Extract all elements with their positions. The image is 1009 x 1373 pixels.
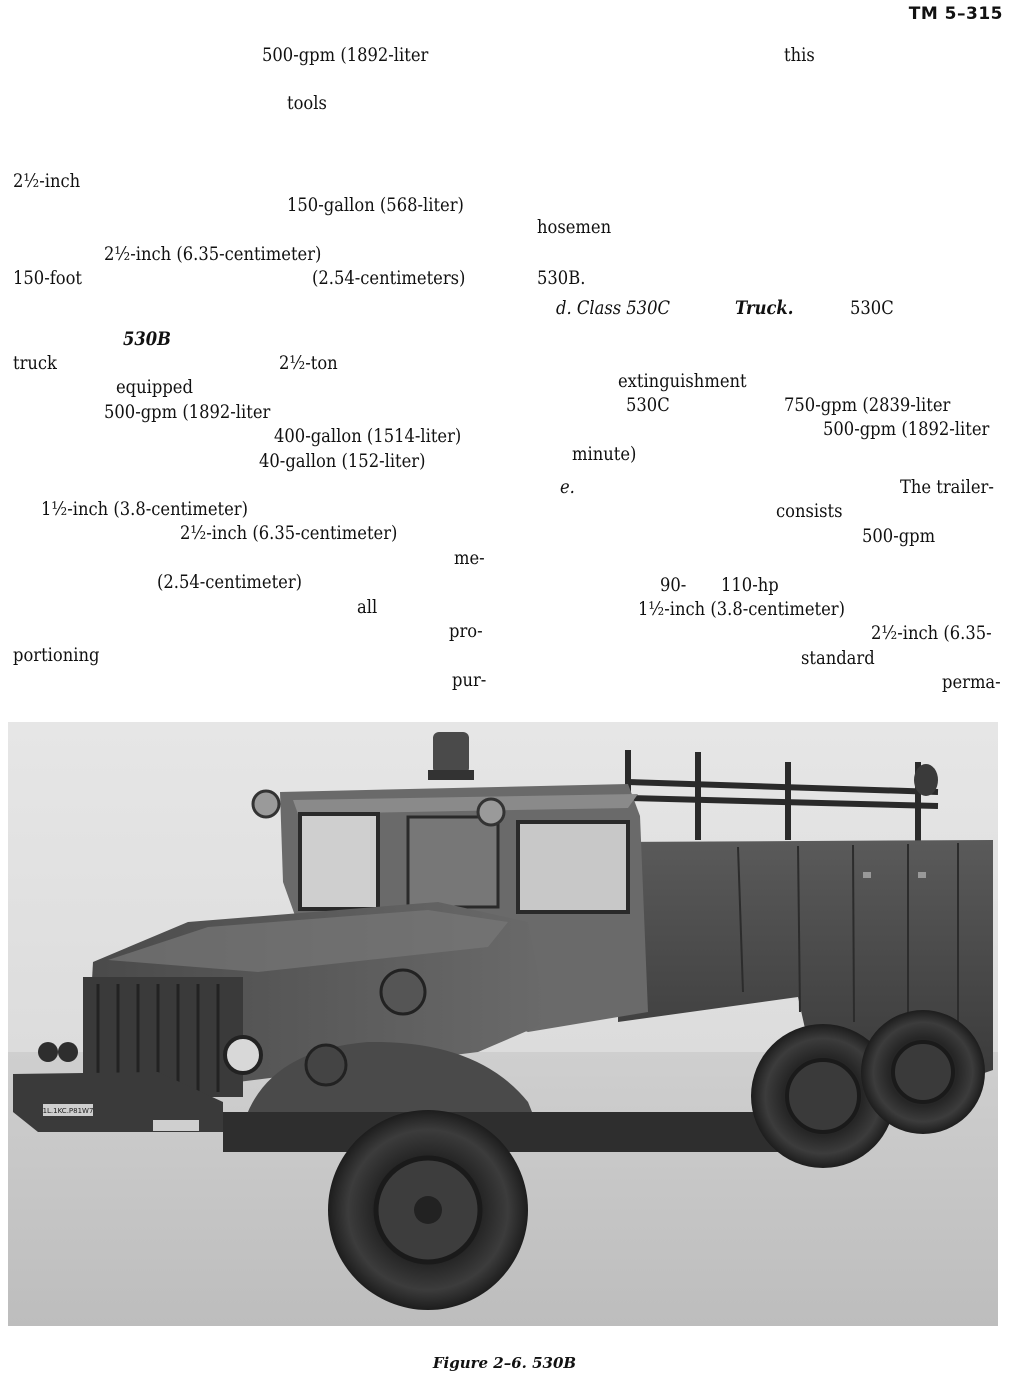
text-fragment: 750-gpm (2839-liter xyxy=(784,394,951,416)
text-fragment: 530B xyxy=(123,328,171,350)
text-fragment: 2½-ton xyxy=(279,352,338,374)
text-fragment: e. xyxy=(560,476,575,498)
text-fragment: 40-gallon (152-liter) xyxy=(259,450,426,472)
text-fragment: 150-gallon (568-liter) xyxy=(287,194,464,216)
text-fragment: hosemen xyxy=(537,216,612,238)
text-fragment: consists xyxy=(776,500,843,522)
text-fragment: 2½-inch xyxy=(13,170,81,192)
text-fragment: 2½-inch (6.35-centimeter) xyxy=(104,243,322,265)
text-fragment: 90- xyxy=(660,574,687,596)
figure-caption: Figure 2–6. 530B xyxy=(432,1354,577,1372)
document-code: TM 5–315 xyxy=(908,4,1003,24)
text-fragment: (2.54-centimeters) xyxy=(312,267,466,289)
text-fragment: 1½-inch (3.8-centimeter) xyxy=(41,498,248,520)
text-fragment: minute) xyxy=(572,443,637,465)
text-fragment: extinguishment xyxy=(618,370,747,392)
text-fragment: 500-gpm (1892-liter xyxy=(823,418,990,440)
text-fragment: 530C xyxy=(626,394,670,416)
text-fragment: me- xyxy=(454,547,485,569)
text-fragment: 1½-inch (3.8-centimeter) xyxy=(638,598,845,620)
text-fragment: 500-gpm xyxy=(862,525,936,547)
text-fragment: 500-gpm (1892-liter xyxy=(262,44,429,66)
text-fragment: 530C xyxy=(850,297,894,319)
text-fragment: all xyxy=(357,596,378,618)
text-fragment: pro- xyxy=(449,620,483,642)
text-fragment: (2.54-centimeter) xyxy=(157,571,303,593)
text-fragment: 400-gallon (1514-liter) xyxy=(274,425,462,447)
text-fragment: The trailer- xyxy=(900,476,994,498)
text-fragment: d. Class 530C xyxy=(556,297,670,319)
text-fragment: 530B. xyxy=(537,267,586,289)
text-fragment: this xyxy=(784,44,815,66)
text-fragment: 150-foot xyxy=(13,267,83,289)
text-fragment: 2½-inch (6.35-centimeter) xyxy=(180,522,398,544)
truck-photo xyxy=(8,722,998,1326)
text-fragment: 110-hp xyxy=(721,574,779,596)
text-fragment: truck xyxy=(13,352,57,374)
text-fragment: portioning xyxy=(13,644,100,666)
text-fragment: 2½-inch (6.35- xyxy=(871,622,992,644)
text-fragment: 500-gpm (1892-liter xyxy=(104,401,271,423)
text-fragment: standard xyxy=(801,647,875,669)
text-fragment: tools xyxy=(287,92,327,114)
text-fragment: equipped xyxy=(116,376,193,398)
text-fragment: Truck. xyxy=(735,297,794,319)
text-fragment: pur- xyxy=(452,669,487,691)
bumper-marking: 1L.1KC.P81W7 xyxy=(42,1107,94,1115)
text-fragment: perma- xyxy=(942,671,1001,693)
